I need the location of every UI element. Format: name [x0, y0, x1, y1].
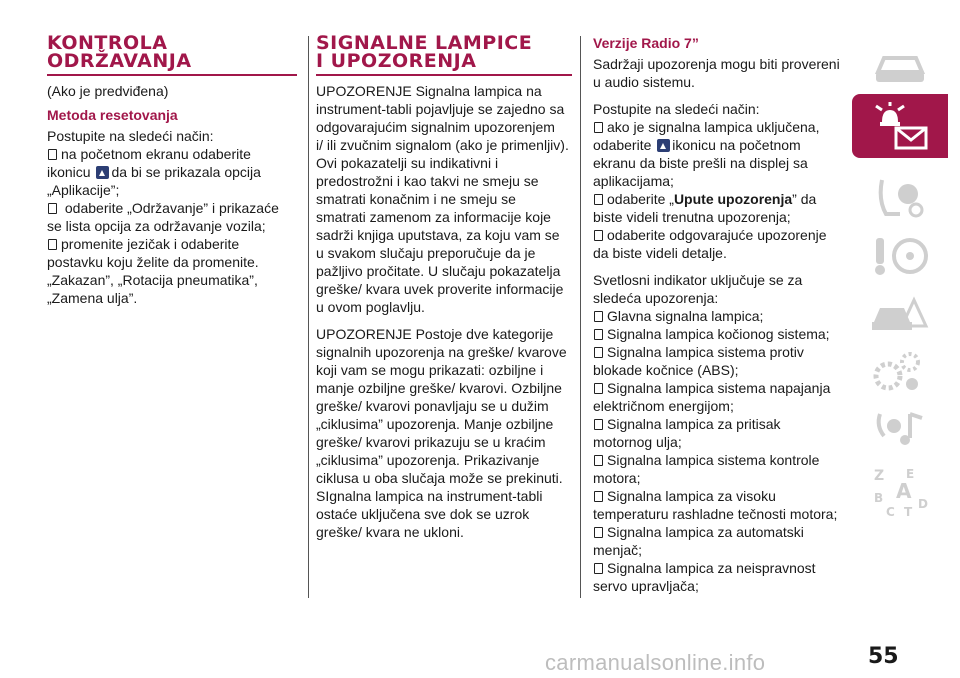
alphabet-index-icon: [870, 464, 930, 518]
car-dashboard-icon: [870, 42, 930, 88]
maintenance-title: KONTROLA ODRŽAVANJA: [47, 32, 192, 72]
column-divider-2: [580, 36, 581, 598]
page-number: 55: [868, 644, 899, 669]
list-item-cont: aplikacijama;: [593, 173, 674, 189]
list-item-cont: motora;: [593, 470, 641, 486]
warning-lights-title: SIGNALNE LAMPICE I UPOZORENJA: [316, 32, 533, 72]
list-item-cont: električnom energijom;: [593, 398, 734, 414]
warning-paragraph-2: UPOZORENJE Postoje dve kategorije signalnih upozorenja na greške/ kvarove koji vam se mogu prikazati: ozbiljne i manje ozbiljne greške/ kvarovi. Ozbiljne greške/ kvarovi ponavljaju se u dužim „ciklusima” upozorenja. Manje ozbiljne greške/ kvarovi prikazuju se u kraćim „ciklusima” upozorenja. Prikazivanje ciklusa u oba slučaja može se prekinuti. SIgnalna lampica na instrument-tabli ostaće uključena sve dok se uzrok greške/ kvara ne ukloni.: [316, 326, 567, 540]
bullet-box-icon: [594, 491, 603, 502]
bullet-box-icon: [594, 329, 603, 340]
warning-lights-section: [316, 34, 572, 550]
list-item-cont: da biste videli detalje.: [593, 245, 727, 261]
list-item: Signalna lampica za neispravnost: [593, 559, 843, 577]
tab-car-dashboard[interactable]: [852, 36, 948, 94]
intro-text: Postupite na sledeći način:: [47, 128, 214, 144]
list-item: Signalna lampica sistema kontrole: [593, 451, 843, 469]
tab-emergency[interactable]: [852, 284, 948, 342]
car-accident-warning-icon: [870, 290, 930, 336]
list-item: Signalna lampica za visoku: [593, 487, 843, 505]
list-item-cont: temperaturu rashladne tečnosti motora;: [593, 506, 838, 522]
indicator-intro: Svetlosni indikator uključuje se za: [593, 272, 803, 288]
availability-note: (Ako je predviđena): [47, 83, 169, 99]
bullet-box-icon: [48, 239, 57, 250]
tab-multimedia[interactable]: [852, 400, 948, 458]
list-item-cont: motornog ulja;: [593, 434, 682, 450]
list-item: Signalna lampica za pritisak: [593, 415, 843, 433]
home-app-icon: [96, 166, 109, 179]
key-steering-wheel-icon: [870, 232, 930, 278]
title-rule: [316, 74, 572, 76]
intro-text: Postupite na sledeći način:: [593, 101, 760, 117]
tab-maintenance[interactable]: [852, 342, 948, 400]
list-item-cont: se lista opcija za održavanje vozila;: [47, 218, 266, 234]
list-item-cont: postavku koju želite da promenite.: [47, 254, 259, 270]
list-item: odaberite odgovarajuće upozorenje: [593, 226, 843, 244]
list-item-cont: „Zakazan”, „Rotacija pneumatika”,: [47, 272, 258, 288]
list-item-cont: menjač;: [593, 542, 643, 558]
list-item-cont: „Aplikacije”;: [47, 182, 120, 198]
radio-versions-section: [593, 34, 843, 595]
column-divider-1: [308, 36, 309, 598]
tab-starting-driving[interactable]: [852, 226, 948, 284]
svg-text:D: D: [918, 497, 928, 511]
svg-text:Z: Z: [874, 468, 885, 484]
bullet-box-icon: [48, 149, 57, 160]
warning-paragraph-1: UPOZORENJE Signalna lampica na instrument-tabli pojavljuje se zajedno sa odgovarajućim signalnim upozorenjem i/ ili zvučnim signalom (ako je primenljiv). Ovi pokazatelji su indikativni i predostrožni i kao takvi ne smeju se smatrati konačnim i ne smeju se smatrati zamenom za informacije koje sadrži knjiga uputstava, za koju vam se u svakom slučaju preporučuje da je pažljivo pročitate. U slučaju pokazatelja greške/ kvara uvek proverite informacije u ovom poglavlju.: [316, 83, 569, 315]
bullet-box-icon: [594, 230, 603, 241]
radio-intro: Sadržaji upozorenja mogu biti provereni u audio sistemu.: [593, 56, 840, 90]
svg-text:A: A: [896, 479, 912, 503]
list-item: Signalna lampica sistema protiv: [593, 343, 843, 361]
home-app-icon: [657, 139, 670, 152]
list-item-cont: ikonicu da bi se prikazala opcija: [47, 164, 261, 180]
bullet-box-icon: [48, 203, 57, 214]
tab-safety[interactable]: [852, 168, 948, 226]
bullet-box-icon: [594, 347, 603, 358]
warning-light-mail-icon: [870, 100, 934, 156]
list-item: Signalna lampica za automatski: [593, 523, 843, 541]
indicator-intro: sledeća upozorenja:: [593, 290, 719, 306]
watermark: carmanualsonline.info: [545, 650, 766, 675]
maintenance-section: [47, 34, 297, 307]
bullet-box-icon: [594, 122, 603, 133]
seat-airbag-icon: [870, 174, 930, 220]
svg-text:C: C: [886, 505, 895, 518]
chapter-sidebar: [852, 36, 948, 516]
list-item: ako je signalna lampica uključena,: [593, 118, 843, 136]
list-item: Glavna signalna lampica;: [593, 307, 843, 325]
title-rule: [47, 74, 297, 76]
wrench-gears-icon: [870, 348, 930, 394]
list-item: promenite jezičak i odaberite: [47, 235, 297, 253]
list-item-cont: odaberite ikonicu na početnom: [593, 137, 801, 153]
list-item: Signalna lampica sistema napajanja: [593, 379, 843, 397]
list-item: odaberite „Održavanje” i prikazaće: [47, 199, 297, 217]
reset-method-heading: Metoda resetovanja: [47, 107, 178, 123]
list-item: Signalna lampica kočionog sistema;: [593, 325, 843, 343]
svg-text:E: E: [906, 467, 915, 481]
list-item-cont: ekranu da biste prešli na displej sa: [593, 155, 808, 171]
tab-index[interactable]: [852, 458, 948, 516]
bullet-box-icon: [594, 455, 603, 466]
svg-text:B: B: [874, 491, 884, 505]
svg-text:T: T: [904, 505, 913, 518]
bullet-box-icon: [594, 311, 603, 322]
bullet-box-icon: [594, 194, 603, 205]
bullet-box-icon: [594, 563, 603, 574]
tab-warning-lights[interactable]: [852, 94, 948, 158]
music-phone-icon: [870, 406, 930, 452]
bullet-box-icon: [594, 527, 603, 538]
list-item: na početnom ekranu odaberite: [47, 145, 297, 163]
list-item: odaberite „Upute upozorenja” da: [593, 190, 843, 208]
list-item-cont: blokade kočnice (ABS);: [593, 362, 739, 378]
list-item-cont: „Zamena ulja”.: [47, 290, 138, 306]
radio-versions-heading: Verzije Radio 7”: [593, 35, 699, 51]
list-item-cont: servo upravljača;: [593, 578, 699, 594]
list-item-cont: biste videli trenutna upozorenja;: [593, 209, 791, 225]
bullet-box-icon: [594, 383, 603, 394]
bullet-box-icon: [594, 419, 603, 430]
